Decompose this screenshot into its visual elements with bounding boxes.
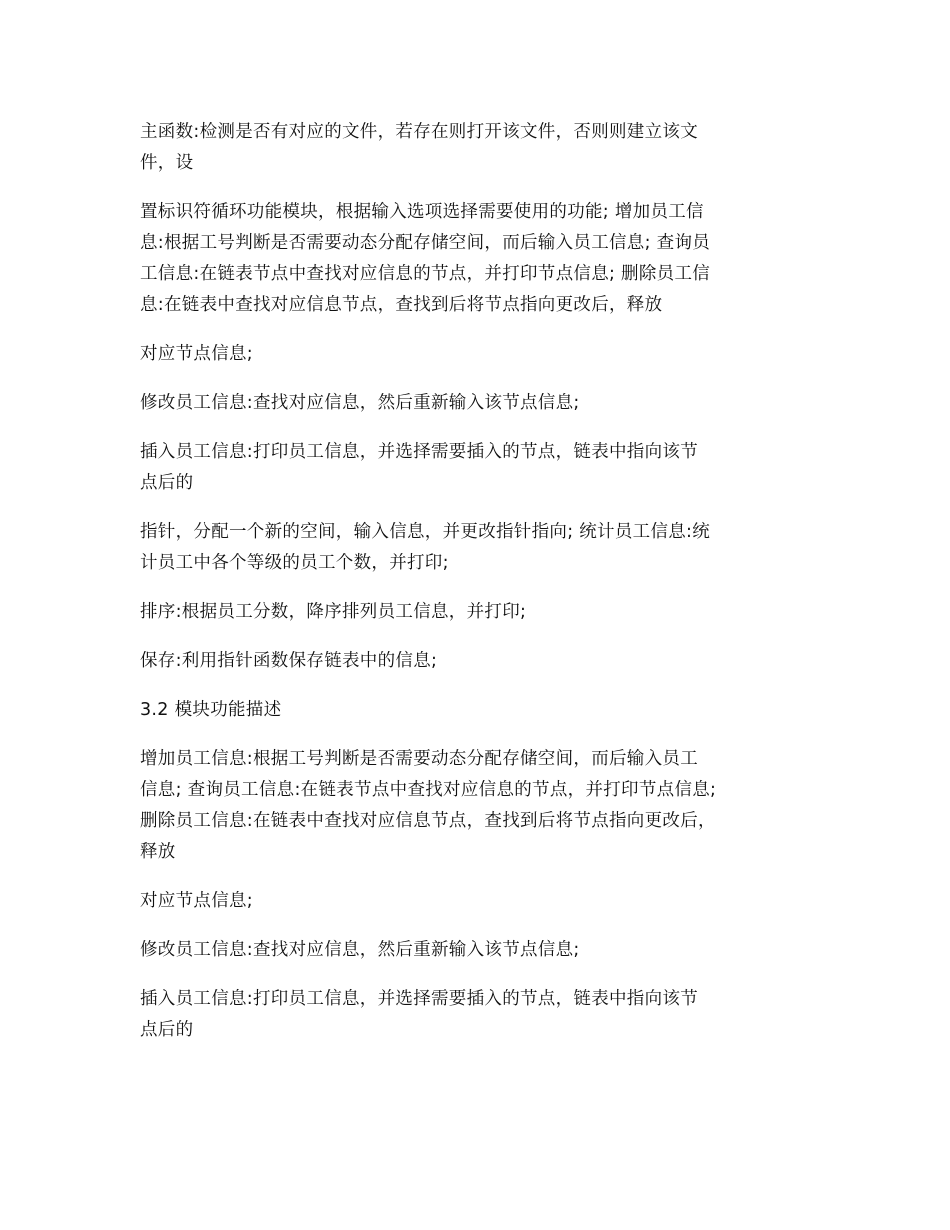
text-line: 工信息:在链表节点中查找对应信息的节点，并打印节点信息; 删除员工信 bbox=[140, 264, 711, 284]
text-line: 删除员工信息:在链表中查找对应信息节点，查找到后将节点指向更改后， bbox=[140, 811, 716, 831]
text-line: 修改员工信息:查找对应信息，然后重新输入该节点信息; bbox=[140, 393, 580, 413]
text-line: 增加员工信息:根据工号判断是否需要动态分配存储空间，而后输入员工 bbox=[140, 749, 698, 769]
paragraph-pointer-statistics bbox=[140, 517, 820, 579]
text-line: 计员工中各个等级的员工个数，并打印; bbox=[140, 553, 449, 573]
paragraph-node-info-2 bbox=[140, 886, 820, 917]
text-line: 排序:根据员工分数，降序排列员工信息，并打印; bbox=[140, 602, 527, 622]
section-heading: 3.2 模块功能描述 bbox=[140, 700, 282, 720]
text-line: 对应节点信息; bbox=[140, 344, 253, 364]
text-line: 指针，分配一个新的空间，输入信息，并更改指针指向; 统计员工信息:统 bbox=[140, 522, 711, 542]
paragraph-sort bbox=[140, 597, 820, 628]
paragraph-main-function bbox=[140, 117, 820, 179]
text-line: 释放 bbox=[140, 842, 176, 862]
text-line: 对应节点信息; bbox=[140, 891, 253, 911]
paragraph-modify-employee-2 bbox=[140, 935, 820, 966]
text-line: 保存:利用指针函数保存链表中的信息; bbox=[140, 651, 438, 671]
paragraph-modify-employee bbox=[140, 388, 820, 419]
text-line: 点后的 bbox=[140, 473, 194, 493]
document-body bbox=[140, 117, 820, 1064]
text-line: 插入员工信息:打印员工信息，并选择需要插入的节点，链表中指向该节 bbox=[140, 989, 698, 1009]
paragraph-loop-module bbox=[140, 197, 820, 321]
text-line: 息:根据工号判断是否需要动态分配存储空间，而后输入员工信息; 查询员 bbox=[140, 233, 711, 253]
paragraph-node-info bbox=[140, 339, 820, 370]
text-line: 插入员工信息:打印员工信息，并选择需要插入的节点，链表中指向该节 bbox=[140, 442, 698, 462]
paragraph-insert-employee bbox=[140, 437, 820, 499]
text-line: 修改员工信息:查找对应信息，然后重新输入该节点信息; bbox=[140, 940, 580, 960]
paragraph-save bbox=[140, 646, 820, 677]
text-line: 件，设 bbox=[140, 153, 194, 173]
text-line: 点后的 bbox=[140, 1020, 194, 1040]
text-line: 信息; 查询员工信息:在链表节点中查找对应信息的节点，并打印节点信息; bbox=[140, 780, 717, 800]
paragraph-add-employee bbox=[140, 744, 820, 868]
text-line: 置标识符循环功能模块，根据输入选项选择需要使用的功能; 增加员工信 bbox=[140, 202, 704, 222]
text-line: 主函数:检测是否有对应的文件，若存在则打开该文件，否则则建立该文 bbox=[140, 122, 698, 142]
paragraph-insert-employee-2 bbox=[140, 984, 820, 1046]
text-line: 息:在链表中查找对应信息节点，查找到后将节点指向更改后，释放 bbox=[140, 295, 663, 315]
